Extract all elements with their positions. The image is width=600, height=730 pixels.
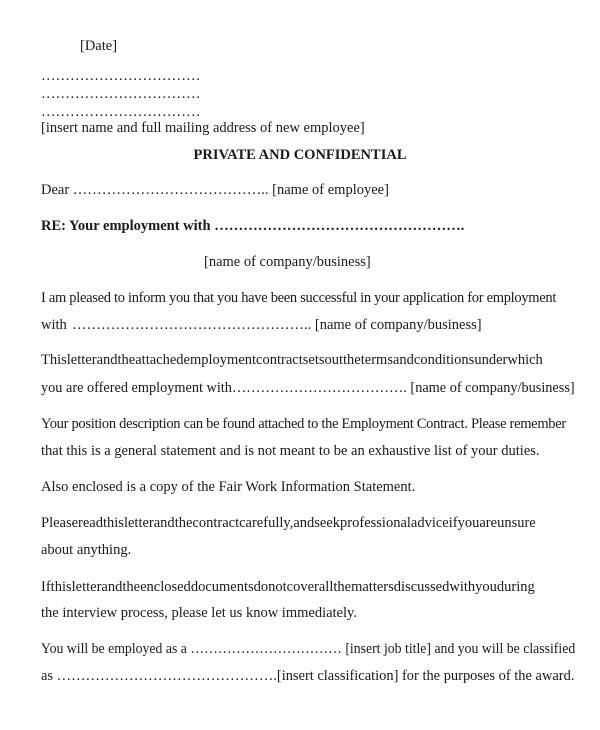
word: you: [475, 579, 497, 595]
word: not: [268, 579, 287, 595]
word: documents: [190, 579, 254, 595]
paragraph-1-line-2-end: ………………………………………….. [name of company/business]: [72, 317, 482, 333]
word: advice: [410, 515, 449, 531]
word: unsure: [497, 515, 536, 531]
re-company-placeholder: [name of company/business]: [204, 254, 371, 270]
word: attached: [135, 352, 184, 368]
word: and: [153, 515, 175, 531]
paragraph-2-line-2: you are offered employment with………………………………. [name of company/business]: [41, 380, 575, 396]
word: this: [50, 579, 72, 595]
word: enclosed: [140, 579, 191, 595]
word: contract: [256, 352, 303, 368]
word: sets: [302, 352, 325, 368]
word: and: [392, 352, 414, 368]
paragraph-7-line-2: as ……………………………………….[insert classification] for the purposes of the award.: [41, 668, 575, 684]
word: employment: [183, 352, 257, 368]
word: conditions: [413, 352, 475, 368]
paragraph-5-line-2: about anything.: [41, 542, 132, 558]
word: the: [343, 352, 361, 368]
paragraph-1-line-2-start: with: [41, 317, 67, 333]
paragraph-3-line-1: Your position description can be found attached to the Employment Contract. Please remember: [41, 416, 566, 432]
paragraph-1-line-1: I am pleased to inform you that you have been successful in your application for employment: [41, 290, 557, 306]
word: which: [507, 352, 543, 368]
word: out: [324, 352, 344, 368]
word: and: [293, 515, 315, 531]
word: all: [318, 579, 334, 595]
word: Please: [41, 515, 79, 531]
salutation: Dear ………………………………….. [name of employee]: [41, 182, 389, 198]
word: the: [117, 352, 136, 368]
paragraph-4-line-1: Also enclosed is a copy of the Fair Work Information Statement.: [41, 479, 416, 495]
word: the: [174, 515, 193, 531]
word: contract: [192, 515, 240, 531]
word: terms: [360, 352, 393, 368]
word: discussed: [393, 579, 450, 595]
word: professional: [340, 515, 411, 531]
address-dots-line-1: ……………………………: [41, 68, 201, 84]
word: letter: [66, 352, 97, 368]
word: letter: [123, 515, 154, 531]
word: under: [474, 352, 508, 368]
word: during: [496, 579, 535, 595]
word: letter: [71, 579, 102, 595]
paragraph-5-line-1: [41, 514, 536, 532]
word: This: [41, 352, 67, 368]
word: and: [96, 352, 118, 368]
word: and: [101, 579, 123, 595]
word: If: [41, 579, 51, 595]
paragraph-3-line-2: that this is a general statement and is not meant to be an exhaustive list of your duties.: [41, 443, 540, 459]
word: cover: [286, 579, 319, 595]
word: with: [449, 579, 476, 595]
paragraph-6-line-1: [41, 578, 535, 596]
address-dots-line-3: ……………………………: [41, 104, 201, 120]
word: do: [253, 579, 269, 595]
paragraph-6-line-2: the interview process, please let us know immediately.: [41, 605, 357, 621]
word: carefully,: [239, 515, 294, 531]
paragraph-2-line-1: [41, 351, 543, 369]
re-line: RE: Your employment with …………………………………………….: [41, 218, 465, 234]
word: read: [78, 515, 103, 531]
word: if: [448, 515, 458, 531]
word: matters: [351, 579, 394, 595]
word: seek: [314, 515, 341, 531]
word: you: [457, 515, 480, 531]
word: this: [103, 515, 124, 531]
paragraph-7-line-1: You will be employed as a …………………………… [insert job title] and you will be classified: [41, 641, 576, 657]
word: the: [333, 579, 352, 595]
confidential-heading: PRIVATE AND CONFIDENTIAL: [193, 147, 407, 163]
address-dots-line-2: ……………………………: [41, 86, 201, 102]
word: the: [122, 579, 141, 595]
address-note: [insert name and full mailing address of new employee]: [41, 120, 365, 136]
word: are: [479, 515, 498, 531]
date-placeholder: [Date]: [80, 38, 118, 54]
